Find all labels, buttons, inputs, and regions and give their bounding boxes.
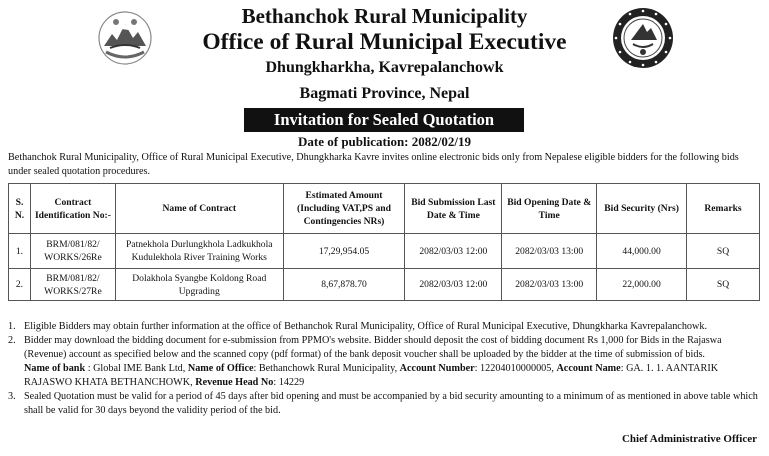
header-sn: S. N. bbox=[9, 184, 31, 234]
cell-sn: 2. bbox=[9, 269, 31, 301]
office-location: Dhungkharkha, Kavrepalanchowk bbox=[265, 59, 504, 76]
header-bid-security: Bid Security (Nrs) bbox=[597, 184, 687, 234]
note-number: 3. bbox=[8, 391, 16, 402]
table-row bbox=[9, 269, 760, 301]
account-name-label: Account Name bbox=[556, 363, 621, 374]
note-item bbox=[8, 390, 760, 418]
province-name: Bagmati Province, Nepal bbox=[299, 85, 470, 102]
account-number-label: Account Number bbox=[399, 363, 475, 374]
cell-bid-opening: 2082/03/03 13:00 bbox=[502, 234, 597, 269]
header-estimated-amount: Estimated Amount (Including VAT,PS and Contingencies NRs) bbox=[283, 184, 405, 234]
bank-details bbox=[24, 362, 760, 390]
cell-bid-security: 44,000.00 bbox=[597, 234, 687, 269]
cell-bid-submission: 2082/03/03 12:00 bbox=[405, 269, 502, 301]
notice-title: Invitation for Sealed Quotation bbox=[244, 108, 524, 132]
cell-remarks: SQ bbox=[687, 234, 760, 269]
cell-contract-id: BRM/081/82/ WORKS/26Re bbox=[30, 234, 115, 269]
header-contract-name: Name of Contract bbox=[115, 184, 283, 234]
publication-date: Date of publication: 2082/02/19 bbox=[298, 134, 471, 149]
note-text: Bidder may download the bidding document for e-submission from PPMO's website. Bidder should deposit the cost of bidding document Rs 1,000 for Bids in the Rajaswa (Revenue) account as specified below and the scanned copy (pdf format) of the bank deposit voucher shall be uploaded by the bidder at the time of submission of bids. bbox=[24, 335, 722, 360]
bank-label: Name of bank bbox=[24, 363, 86, 374]
header-bid-submission: Bid Submission Last Date & Time bbox=[405, 184, 502, 234]
table-header-row bbox=[9, 184, 760, 234]
header-remarks: Remarks bbox=[687, 184, 760, 234]
bank-value: : Global IME Bank Ltd, bbox=[87, 363, 186, 374]
municipality-name: Bethanchok Rural Municipality bbox=[241, 4, 528, 28]
note-number: 2. bbox=[8, 335, 16, 346]
cell-bid-security: 22,000.00 bbox=[597, 269, 687, 301]
intro-paragraph: Bethanchok Rural Municipality, Office of Rural Municipal Executive, Dhungkharka Kavre invites online electronic bids only from Nepalese eligible bidders for the following bids under sealed quotation procedures. bbox=[8, 152, 739, 177]
note-number: 1. bbox=[8, 321, 16, 332]
note-item bbox=[8, 320, 760, 334]
cell-bid-opening: 2082/03/03 13:00 bbox=[502, 269, 597, 301]
cell-contract-name: Dolakhola Syangbe Koldong Road Upgrading bbox=[115, 269, 283, 301]
bids-table bbox=[8, 183, 760, 301]
account-number-value: : 12204010000005, bbox=[474, 363, 554, 374]
office-label: Name of Office bbox=[187, 363, 254, 374]
header-contract-id: Contract Identification No:- bbox=[30, 184, 115, 234]
note-item bbox=[8, 334, 760, 362]
office-name: Office of Rural Municipal Executive bbox=[202, 29, 567, 55]
cell-contract-name: Patnekhola Durlungkhola Ladkukhola Kudulekhola River Training Works bbox=[115, 234, 283, 269]
cell-estimated-amount: 8,67,878.70 bbox=[283, 269, 405, 301]
office-value: : Bethanchowk Rural Municipality, bbox=[253, 363, 398, 374]
signature-title: Chief Administrative Officer bbox=[621, 433, 757, 445]
table-row bbox=[9, 234, 760, 269]
cell-sn: 1. bbox=[9, 234, 31, 269]
cell-estimated-amount: 17,29,954.05 bbox=[283, 234, 405, 269]
revenue-head-value: : 14229 bbox=[273, 377, 305, 388]
account-name-value: : GA. 1. 1. AANTARIK RAJASWO KHATA BETHANCHOWK, bbox=[24, 363, 719, 388]
revenue-head-label: Revenue Head No bbox=[195, 377, 274, 388]
header-bid-opening: Bid Opening Date & Time bbox=[502, 184, 597, 234]
note-text: Sealed Quotation must be valid for a period of 45 days after bid opening and must be accompanied by a bid security amounting to a minimum of as mentioned in above table which shall be valid for 30 days beyond the validity period of the bid. bbox=[24, 391, 758, 416]
cell-bid-submission: 2082/03/03 12:00 bbox=[405, 234, 502, 269]
notes-list bbox=[8, 320, 760, 418]
note-text: Eligible Bidders may obtain further information at the office of Bethanchok Rural Municipality, Office of Rural Municipal Executive, Dhungkharka Kavrepalanchowk. bbox=[24, 321, 708, 332]
cell-contract-id: BRM/081/82/ WORKS/27Re bbox=[30, 269, 115, 301]
cell-remarks: SQ bbox=[687, 269, 760, 301]
